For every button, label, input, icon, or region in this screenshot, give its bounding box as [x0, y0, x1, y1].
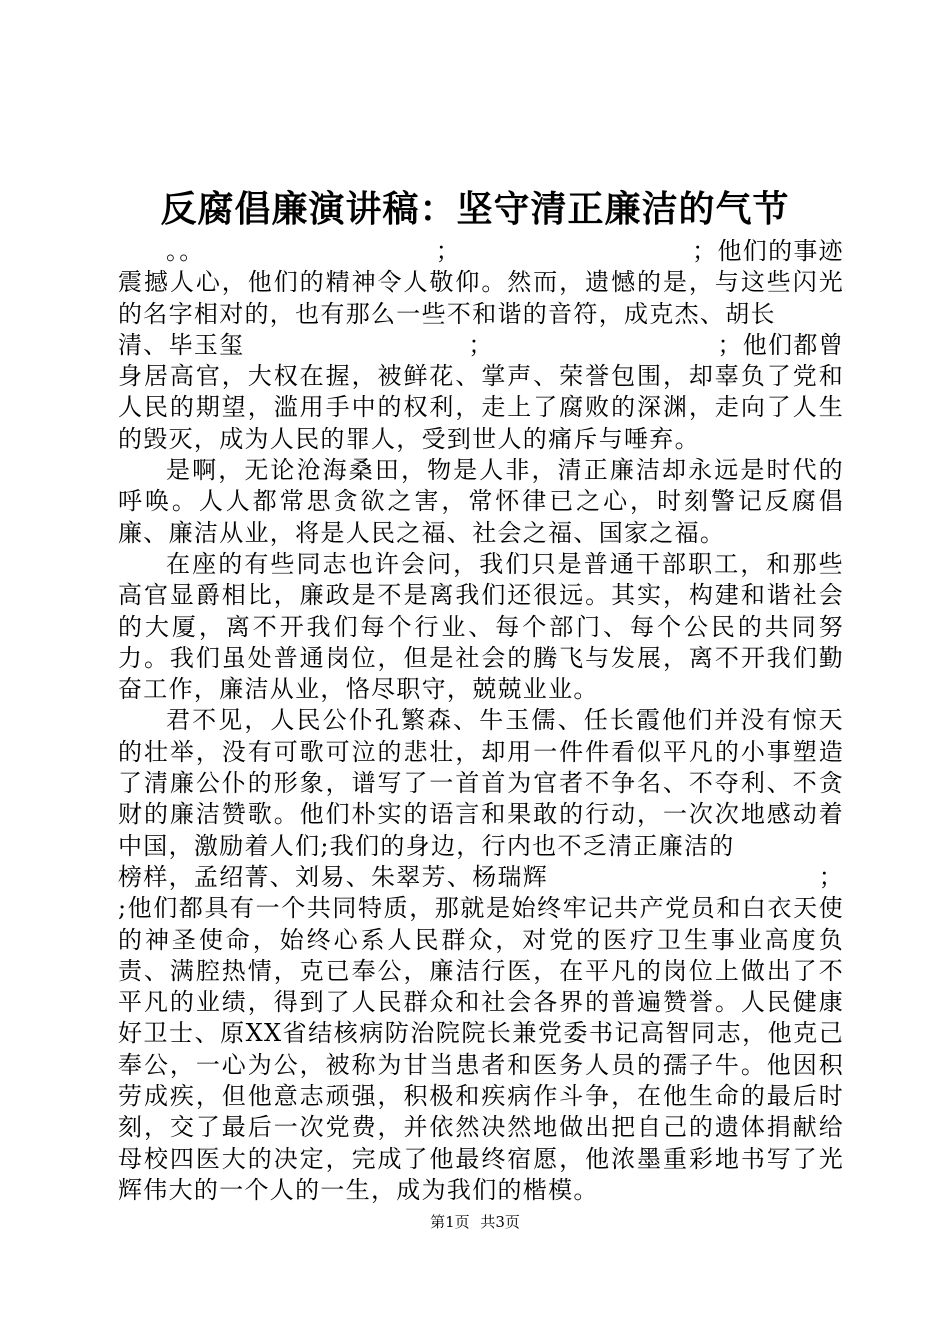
paragraph-1a: 震撼人心，他们的精神令人敬仰。然而，遗憾的是，与这些闪光的名字相对的，也有那么一些不和谐的音符，成克杰、胡长: [118, 268, 844, 328]
para1-first-line: [118, 236, 844, 267]
paragraph-3: 在座的有些同志也许会问，我们只是普通干部职工，和那些高官显爵相比，廉政是不是离我们还很远。其实，构建和谐社会的大厦，离不开我们每个行业、每个部门、每个公民的共同努力。我们虽处普通岗位，但是社会的腾飞与发展，离不开我们勤奋工作，廉洁从业，恪尽职守，兢兢业业。: [118, 549, 844, 704]
document-body: [118, 236, 844, 1206]
para4-names-line: [118, 862, 844, 893]
text-fragment: ；他们都曾: [717, 330, 844, 359]
text-fragment: 榜样，孟绍菁、刘易、朱翠芳、杨瑞辉: [118, 862, 549, 891]
text-fragment: 。。: [166, 237, 205, 265]
text-fragment: ；: [435, 237, 462, 265]
page-footer: [0, 1212, 950, 1232]
text-fragment: ；他们的事迹: [692, 237, 844, 265]
para1-names-line: [118, 330, 844, 361]
page-total: 共3页: [480, 1213, 520, 1231]
text-fragment: ；: [818, 862, 844, 891]
paragraph-4a: 君不见，人民公仆孔繁森、牛玉儒、任长霞他们并没有惊天的壮举，没有可歌可泣的悲壮，却用一件件看似平凡的小事塑造了清廉公仆的形象，谱写了一首首为官者不争名、不夺利、不贪财的廉洁赞歌。他们朴实的语言和果敢的行动，一次次地感动着中国，激励着人们;我们的身边，行内也不乏清正廉洁的: [118, 706, 844, 860]
paragraph-1b: 身居高官，大权在握，被鲜花、掌声、荣誉包围，却辜负了党和人民的期望，滥用手中的权利，走上了腐败的深渊，走向了人生的毁灭，成为人民的罪人，受到世人的痛斥与唾弃。: [118, 362, 844, 453]
page-number: 第1页: [430, 1213, 470, 1231]
paragraph-4b: ;他们都具有一个共同特质，那就是始终牢记共产党员和白衣天使的神圣使命，始终心系人民群众，对党的医疗卫生事业高度负责、满腔热情，克已奉公，廉洁行医，在平凡的岗位上做出了不平凡的业绩，得到了人民群众和社会各界的普遍赞誉。人民健康好卫士、原XX省结核病防治院院长兼党委书记高智同志，他克己奉公，一心为公，被称为甘当患者和医务人员的孺子牛。他因积劳成疾，但他意志顽强，积极和疾病作斗争，在他生命的最后时刻，交了最后一次党费，并依然决然地做出把自己的遗体捐献给母校四医大的决定，完成了他最终宿愿，他浓墨重彩地书写了光辉伟大的一个人的一生，成为我们的楷模。: [118, 894, 844, 1204]
text-fragment: ；: [468, 330, 494, 359]
paragraph-2: 是啊，无论沧海桑田，物是人非，清正廉洁却永远是时代的呼唤。人人都常思贪欲之害，常怀律已之心，时刻警记反腐倡廉、廉洁从业，将是人民之福、社会之福、国家之福。: [118, 456, 844, 547]
text-fragment: 清、毕玉玺: [118, 330, 245, 359]
document-title: 反腐倡廉演讲稿：坚守清正廉洁的气节: [160, 188, 790, 230]
